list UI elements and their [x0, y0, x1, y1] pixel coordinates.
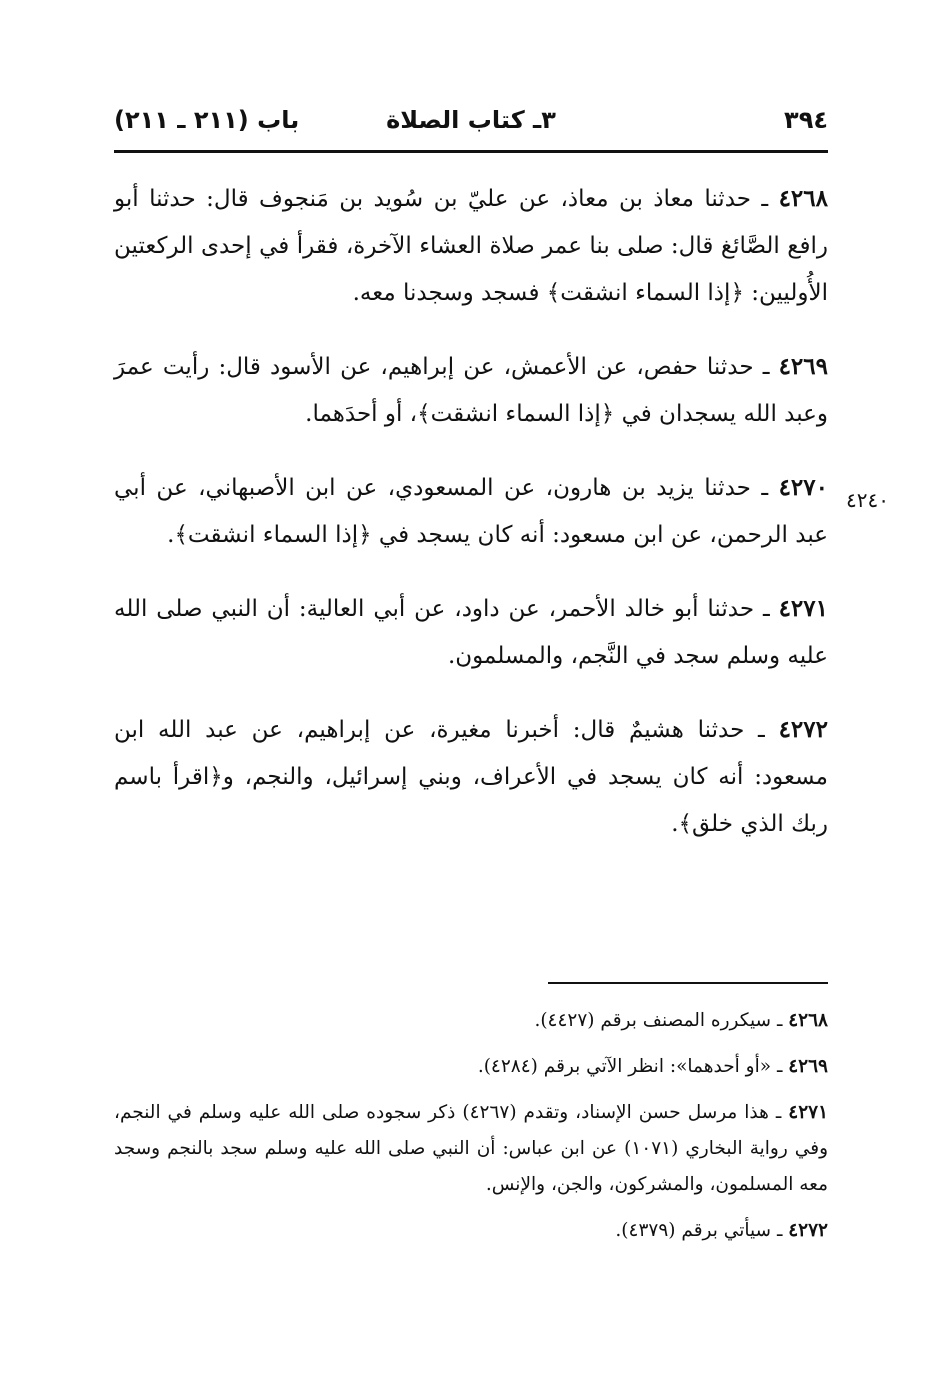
book-title: ٣ـ كتاب الصلاة [386, 106, 556, 134]
hadith-4270: ٤٢٧٠ ـ حدثنا يزيد بن هارون، عن المسعودي، عن ابن الأصبهاني، عن أبي عبد الرحمن، عن ابن مسعود: أنه كان يسجد في ﴿إذا السماء انشقت﴾. [114, 474, 828, 548]
footnotes [114, 1003, 828, 1259]
footnote-text: «أو أحدهما»: انظر الآتي برقم (٤٢٨٤). [477, 1056, 772, 1077]
hadith-text: حدثنا أبو خالد الأحمر، عن داود، عن أبي العالية: أن النبي صلى الله عليه وسلم سجد في النَّجم، والمسلمون. [114, 596, 828, 669]
footnote-divider [548, 982, 828, 984]
hadith-number: ٤٢٧٠ [778, 474, 828, 501]
chapter-title: باب (٢١١ ـ ٢١١) [114, 106, 300, 134]
hadith-text: حدثنا يزيد بن هارون، عن المسعودي، عن ابن الأصبهاني، عن أبي عبد الرحمن، عن ابن مسعود: أنه كان يسجد في ﴿إذا السماء انشقت﴾. [114, 475, 828, 548]
margin-cross-reference: ٤٢٤٠ [846, 488, 889, 512]
page-number: ٣٩٤ [784, 106, 828, 134]
footnote-4268: ٤٢٦٨ ـ سيكرره المصنف برقم (٤٤٢٧). [534, 1010, 828, 1031]
hadith-text: حدثنا معاذ بن معاذ، عن عليّ بن سُويد بن مَنجوف قال: حدثنا أبو رافع الصَّائغ قال: صلى بنا عمر صلاة العشاء الآخرة، فقرأ في إحدى الركعتين الأُوليين: ﴿إذا السماء انشقت﴾ فسجد وسجدنا معه. [114, 186, 828, 306]
footnote-4269: ٤٢٦٩ ـ «أو أحدهما»: انظر الآتي برقم (٤٢٨٤). [477, 1056, 828, 1077]
hadith-4269: ٤٢٦٩ ـ حدثنا حفص، عن الأعمش، عن إبراهيم، عن الأسود قال: رأيت عمرَ وعبد الله يسجدان في ﴿إذا السماء انشقت﴾، أو أحدَهما. [114, 353, 828, 427]
page-header [114, 102, 828, 148]
hadith-number: ٤٢٧١ [778, 595, 828, 622]
hadith-number: ٤٢٧٢ [778, 716, 828, 743]
hadith-4268: ٤٢٦٨ ـ حدثنا معاذ بن معاذ، عن عليّ بن سُويد بن مَنجوف قال: حدثنا أبو رافع الصَّائغ قال: صلى بنا عمر صلاة العشاء الآخرة، فقرأ في إحدى الركعتين الأُوليين: ﴿إذا السماء انشقت﴾ فسجد وسجدنا معه. [114, 185, 828, 306]
hadith-number: ٤٢٦٨ [778, 185, 828, 212]
hadith-text: حدثنا حفص، عن الأعمش، عن إبراهيم، عن الأسود قال: رأيت عمرَ وعبد الله يسجدان في ﴿إذا السماء انشقت﴾، أو أحدَهما. [114, 354, 828, 427]
footnote-number: ٤٢٧١ [788, 1102, 829, 1123]
footnote-text: سيأتي برقم (٤٣٧٩). [615, 1220, 772, 1241]
footnote-number: ٤٢٧٢ [788, 1220, 828, 1241]
hadith-text: حدثنا هشيمٌ قال: أخبرنا مغيرة، عن إبراهيم، عن عبد الله ابن مسعود: أنه كان يسجد في الأعراف، وبني إسرائيل، والنجم، و﴿اقرأ باسم ربك الذي خلق﴾. [114, 717, 828, 837]
footnote-number: ٤٢٦٨ [788, 1010, 828, 1031]
hadith-4272: ٤٢٧٢ ـ حدثنا هشيمٌ قال: أخبرنا مغيرة، عن إبراهيم، عن عبد الله ابن مسعود: أنه كان يسجد في الأعراف، وبني إسرائيل، والنجم، و﴿اقرأ باسم ربك الذي خلق﴾. [114, 716, 828, 837]
footnote-number: ٤٢٦٩ [788, 1056, 828, 1077]
footnote-text: سيكرره المصنف برقم (٤٤٢٧). [534, 1010, 772, 1031]
main-text [114, 175, 828, 874]
footnote-4272: ٤٢٧٢ ـ سيأتي برقم (٤٣٧٩). [615, 1220, 828, 1241]
footnote-text: هذا مرسل حسن الإسناد، وتقدم (٤٢٦٧) ذكر سجوده صلى الله عليه وسلم في النجم، وفي رواية البخاري (١٠٧١) عن ابن عباس: أن النبي صلى الله عليه وسلم سجد بالنجم وسجد معه المسلمون، والمشركون، والجن، والإنس. [114, 1102, 829, 1195]
hadith-4271: ٤٢٧١ ـ حدثنا أبو خالد الأحمر، عن داود، عن أبي العالية: أن النبي صلى الله عليه وسلم سجد في النَّجم، والمسلمون. [114, 595, 828, 669]
footnote-4271: ٤٢٧١ ـ هذا مرسل حسن الإسناد، وتقدم (٤٢٦٧) ذكر سجوده صلى الله عليه وسلم في النجم، وفي رواية البخاري (١٠٧١) عن ابن عباس: أن النبي صلى الله عليه وسلم سجد بالنجم وسجد معه المسلمون، والمشركون، والجن، والإنس. [114, 1102, 829, 1195]
header-divider [114, 150, 828, 153]
hadith-number: ٤٢٦٩ [778, 353, 828, 380]
